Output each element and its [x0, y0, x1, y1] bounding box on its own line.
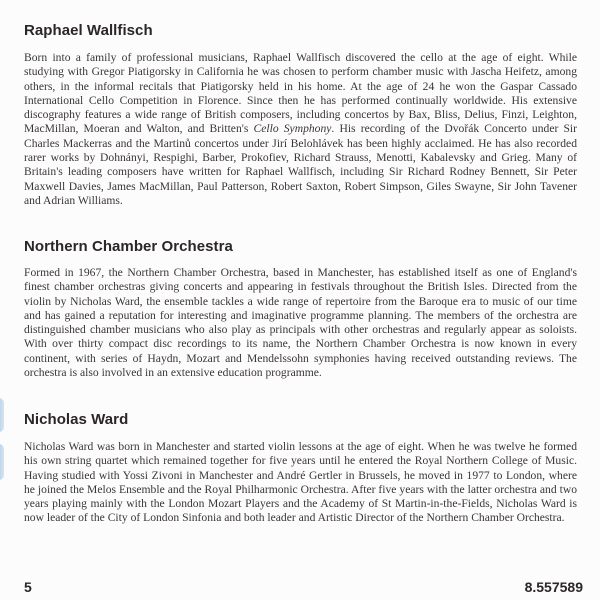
- page-number: 5: [24, 579, 32, 595]
- section-northern-chamber-orchestra: [24, 238, 577, 380]
- section-heading: Nicholas Ward: [24, 411, 129, 428]
- section-nicholas-ward: [24, 411, 577, 526]
- work-title: Cello Symphony: [253, 122, 332, 136]
- section-raphael-wallfisch: [24, 22, 577, 208]
- body-text: . His recording of the Dvořák Concerto under Sir Charles Mackerras and the Martinů concertos under Jirí Belohlávek has been highly acclaimed. He has also recorded rarer works by Dohnányi, Respighi, Barber, Prokofiev, Richard Strauss, Menotti, Kabalevsky and Grieg. Many of Britain's leading composers have written for Raphael Wallfisch, including Sir Richard Rodney Bennett, Sir Peter Maxwell Davies, James MacMillan, Paul Patterson, Robert Saxton, Robert Simpson, Giles Swayne, Sir John Tavener and Adrian Williams.: [24, 122, 578, 207]
- page-edge-mark: [0, 444, 4, 480]
- section-heading: Northern Chamber Orchestra: [24, 238, 233, 255]
- page-edge-mark: [0, 398, 4, 432]
- section-heading: Raphael Wallfisch: [24, 22, 153, 39]
- section-body: Nicholas Ward was born in Manchester and started violin lessons at the age of eight. When he was twelve he formed his own string quartet which remained together for five years until he entered the Royal Northern College of Music. Having studied with Yossi Zivoni in Manchester and André Gertler in Brussels, he moved in 1977 to London, where he joined the Melos Ensemble and the Royal Philharmonic Orchestra. After five years with the latter orchestra and two years playing mainly with the London Mozart Players and the Academy of St Martin-in-the-Fields, Nicholas Ward is now leader of the City of London Sinfonia and both leader and Artistic Director of the Northern Chamber Orchestra.: [24, 440, 577, 525]
- catalogue-number: 8.557589: [524, 579, 583, 595]
- section-body: Formed in 1967, the Northern Chamber Orchestra, based in Manchester, has established itself as one of England's finest chamber orchestras giving concerts and appearing in festivals throughout the British Isles. Directed from the violin by Nicholas Ward, the ensemble tackles a wide range of repertoire from the Baroque era to music of our time and has gained a reputation for interesting and imaginative programme planning. The members of the orchestra are distinguished chamber musicians who also play as principals with other orchestras and regularly appear as soloists. With over thirty compact disc recordings to its name, the Northern Chamber Orchestra is now known in every continent, with series of Haydn, Mozart and Mendelssohn symphonies having received outstanding reviews. The orchestra is also involved in an extensive education programme.: [24, 266, 577, 380]
- body-text: Born into a family of professional musicians, Raphael Wallfisch discovered the cello at the age of eight. While studying with Gregor Piatigorsky in California he was chosen to perform chamber music with Jascha Heifetz, among others, in the informal recitals that Piatigorsky held in his home. At the age of 24 he won the Gaspar Cassado International Cello Competition in Florence. Since then he has performed continually worldwide. His extensive discography features a wide range of British composers, including concertos by Bax, Bliss, Delius, Finzi, Leighton, MacMillan, Moeran and Walton, and Britten's: [24, 51, 577, 136]
- section-body: [24, 51, 577, 208]
